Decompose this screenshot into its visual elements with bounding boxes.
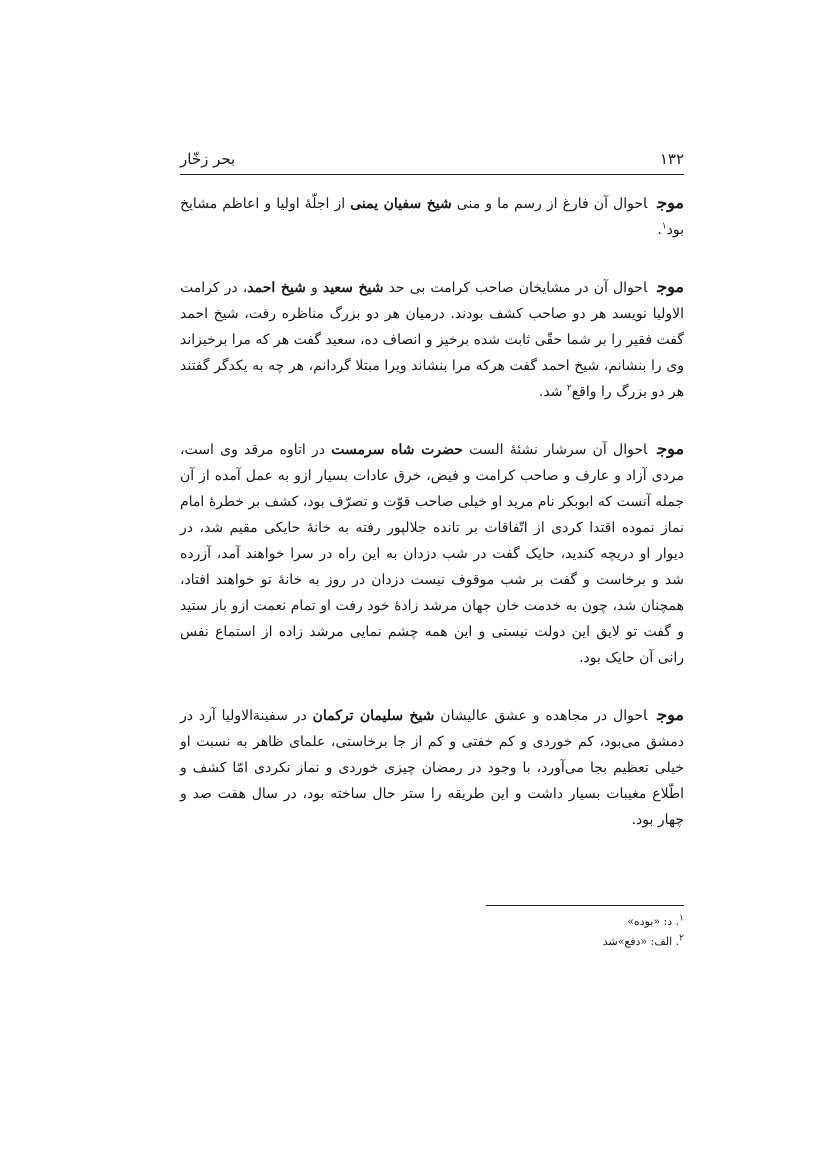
text-run: از اجلّهٔ اولیا و اعاظم مشایخ بود	[180, 196, 684, 238]
text-run: و	[305, 280, 323, 296]
person-name: شیخ سعید	[322, 280, 384, 296]
paragraph	[180, 702, 684, 833]
text-run: در اتاوه مرقد وی است، مردی آزاد و عارف و صاحب کرامت و فیض، خرق عادات بسیار ازو به عمل آمده از آن جمله آنست که ابوبکر نام مرید او خیلی صاحب قوّت و تصرّف بود، کشف بر خطرهٔ امام نماز نموده اقتدا کردی از اتّفاقات بر تانده جلالپور رفته به خانهٔ حایکی مقیم شد، در دیوار او دریچه کندید، حایک گفت در شب دزدان به این راه در سرا خواهند آمد، آزرده شد و برخاست و گفت بر شب موقوف نیست دزدان در روز به خانهٔ تو خواهند افتاد، همچنان شد، چون به خدمت خان جهان مرشد زادهٔ خود رفت او تمام نعمت ازو باز ستید و گفت تو لایق این دولت نیستی و این همه چشم نمایی مرشد زاده از استماع نفس رانی آن حایک بود.	[180, 442, 684, 666]
running-title: بحر زخّار	[180, 150, 236, 168]
footnote-text: . د: «بوده»	[627, 915, 680, 928]
footnote-marker: ۲	[566, 383, 572, 394]
footnote	[300, 912, 684, 932]
text-run: .	[657, 222, 662, 238]
text-run: احوال آن در مشایخان صاحب کرامت بی حد	[383, 280, 648, 296]
person-name: شیخ سلیمان ترکمان	[312, 708, 435, 724]
paragraph-heading: موج	[657, 705, 684, 724]
paragraph-heading: موج	[657, 439, 685, 458]
person-name: شیخ احمد	[247, 280, 306, 296]
footnote-number: ۱	[679, 913, 684, 924]
footnote-number: ۲	[679, 933, 684, 944]
text-run: احوال آن سرشار نشئهٔ الست	[462, 442, 648, 458]
footnote-marker: ۱	[661, 221, 667, 232]
body-text	[180, 190, 684, 864]
person-name: حضرت شاه سرمست	[331, 442, 463, 458]
paragraph-heading: موج	[657, 277, 684, 296]
text-run: ، در کرامت الاولیا نویسد هر دو صاحب کشف بودند. درمیان هر دو بزرگ مناظره رفت، شیخ احمد گفت فقیر را بر شما حقّی ثابت شده برخیز و انصاف ده، سعید گفت هر که مرا برخیزاند وی را بنشانم، شیخ احمد گفت هرکه مرا بنشاند ویرا مبتلا گردانم، هر چه به یکدگر گفتند هر دو بزرگ را واقع	[180, 280, 684, 400]
text-run: شد.	[538, 384, 567, 400]
paragraph-heading: موج	[657, 193, 684, 212]
footnote-text: . الف: «دفع»شد	[602, 935, 680, 948]
text-run: در سفینةالاولیا آرد در دمشق می‌بود، کم خوردی و کم خفتی و کم از جا برخاستی، علمای ظاهر به نسبت او خیلی تعظیم بجا می‌آورد، با وجود در رمضان چیزی خوردی و نماز نکردی امّا کشف و اطّلاع مغیبات بسیار داشت و این طریقه را ستر حال ساخته بود، در سال هفت صد و چهار بود.	[180, 708, 684, 828]
page-number: ۱۳۲	[659, 150, 684, 168]
paragraph	[180, 274, 684, 405]
paragraph	[180, 436, 684, 671]
person-name: شیخ سفیان یمنی	[350, 196, 452, 212]
paragraph	[180, 190, 684, 243]
page-header	[180, 148, 684, 175]
text-run: احوال آن فارغ از رسم ما و منی	[451, 196, 648, 212]
text-run: احوال در مجاهده و عشق عالیشان	[434, 708, 648, 724]
footnote	[300, 932, 684, 952]
footnotes	[300, 912, 684, 952]
footnote-separator	[486, 905, 684, 906]
